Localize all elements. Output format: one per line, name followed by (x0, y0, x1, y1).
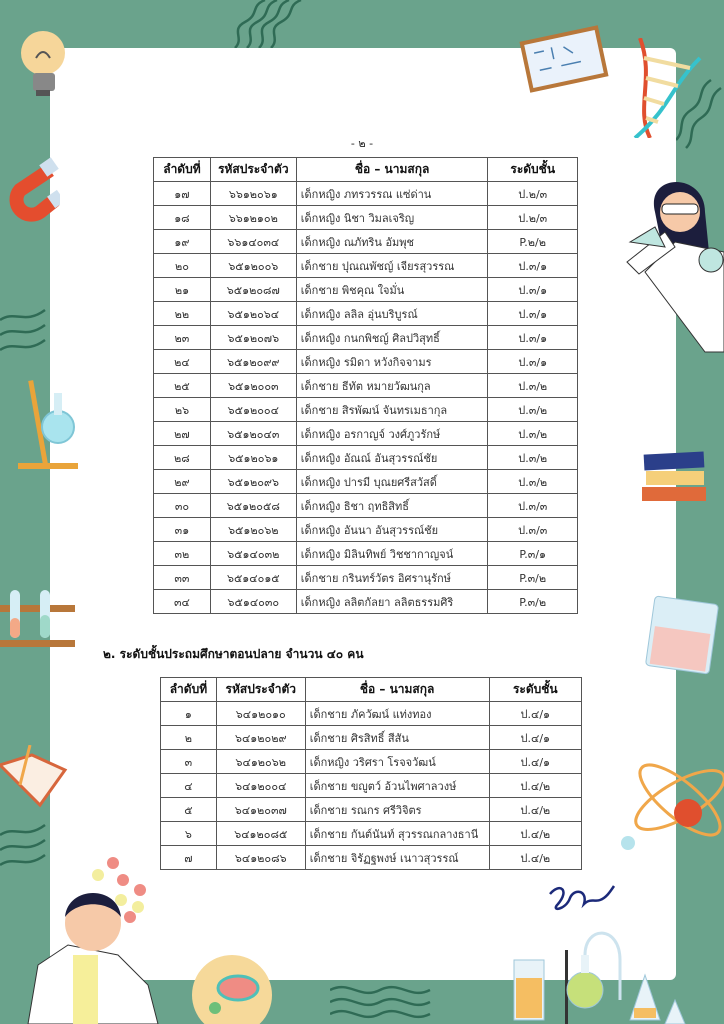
row-student-name: เด็กหญิง ลลิล อุ่นบริบูรณ์ (296, 302, 488, 326)
row-student-id: ๖๕๑๒๐๘๗ (210, 278, 296, 302)
row-student-id: ๖๕๑๒๐๐๓ (210, 374, 296, 398)
row-student-id: ๖๕๑๒๐๖๒ (210, 518, 296, 542)
row-student-id: ๖๕๑๒๐๐๔ (210, 398, 296, 422)
row-order: ๑๘ (154, 206, 211, 230)
row-student-name: เด็กหญิง ปารมี บุณยศรีสวัสดิ์ (296, 470, 488, 494)
row-order: ๒๒ (154, 302, 211, 326)
section-heading: ๒. ระดับชั้นประถมศึกษาตอนปลาย จำนวน ๔๐ คน (103, 647, 364, 661)
row-student-id: ๖๕๑๒๐๐๖ (210, 254, 296, 278)
row-student-name: เด็กชาย ศิรสิทธิ์ สีสัน (305, 726, 489, 750)
row-student-id: ๖๕๑๒๐๕๘ (210, 494, 296, 518)
row-student-name: เด็กชาย กรินทร์วัตร อิศรานุรักษ์ (296, 566, 488, 590)
row-class-level: ป.๓/๓ (488, 518, 578, 542)
row-student-id: ๖๕๑๒๐๖๑ (210, 446, 296, 470)
student-table-1 (153, 157, 578, 614)
test-tube-rack-icon (0, 580, 80, 655)
table-row (161, 798, 582, 822)
row-class-level: ป.๔/๑ (489, 750, 581, 774)
row-class-level: ป.๒/๓ (488, 182, 578, 206)
dna-icon (630, 38, 710, 138)
row-class-level: ป.๔/๒ (489, 798, 581, 822)
row-class-level: ป.๓/๒ (488, 446, 578, 470)
row-student-name: เด็กชาย ธีทัต หมายวัฒนกุล (296, 374, 488, 398)
table-row (161, 750, 582, 774)
row-student-id: ๖๔๑๒๐๑๐ (216, 702, 305, 726)
row-student-name: เด็กหญิง ธิชา ฤทธิสิทธิ์ (296, 494, 488, 518)
row-student-id: ๖๔๑๒๐๖๒ (216, 750, 305, 774)
row-student-id: ๖๕๑๒๐๙๙ (210, 350, 296, 374)
lab-equipment-illustration (510, 920, 690, 1024)
row-student-name: เด็กหญิง ภทรวรรณ แซ่ด่าน (296, 182, 488, 206)
row-class-level: ป.๔/๒ (489, 822, 581, 846)
table-header-row (161, 678, 582, 702)
table-row (154, 302, 578, 326)
header-order: ลำดับที่ (154, 158, 211, 182)
books-icon (638, 443, 710, 508)
table-row (154, 494, 578, 518)
row-student-id: ๖๔๑๒๐๘๖ (216, 846, 305, 870)
table-row (161, 702, 582, 726)
table-row (161, 726, 582, 750)
row-student-name: เด็กชาย ภัควัฒน์ แท่งทอง (305, 702, 489, 726)
row-order: ๓๔ (154, 590, 211, 614)
lightbulb-icon (18, 28, 68, 103)
row-student-id: ๖๕๑๒๐๙๖ (210, 470, 296, 494)
row-student-name: เด็กชาย รณกร ศรีวิจิตร (305, 798, 489, 822)
page-number: - ๒ - (350, 137, 374, 150)
open-book-icon (0, 745, 70, 815)
formula-board-icon (518, 25, 610, 93)
row-class-level: ป.๔/๑ (489, 702, 581, 726)
wave-decoration-bottom (330, 980, 440, 1024)
row-class-level: ป.๓/๓ (488, 494, 578, 518)
row-class-level: P.๓/๑ (488, 542, 578, 566)
table-row (154, 590, 578, 614)
row-student-id: ๖๖๑๔๐๓๔ (210, 230, 296, 254)
table-row (154, 230, 578, 254)
scientist-girl-illustration (625, 172, 724, 362)
row-student-name: เด็กชาย พิชคุณ ใจมั่น (296, 278, 488, 302)
table-row (154, 374, 578, 398)
row-student-name: เด็กหญิง อัณณ์ อันสุวรรณ์ชัย (296, 446, 488, 470)
table-row (161, 846, 582, 870)
row-order: ๒๖ (154, 398, 211, 422)
row-class-level: ป.๓/๑ (488, 302, 578, 326)
row-order: ๗ (161, 846, 217, 870)
row-student-id: ๖๖๑๒๐๖๑ (210, 182, 296, 206)
row-class-level: ป.๔/๑ (489, 726, 581, 750)
row-student-name: เด็กหญิง อรกาญจ์ วงศ์ภูวรักษ์ (296, 422, 488, 446)
row-student-id: ๖๔๑๒๐๘๕ (216, 822, 305, 846)
row-student-name: เด็กชาย กันต์นันท์ สุวรรณกลางธานี (305, 822, 489, 846)
row-student-name: เด็กหญิง รมิดา หวังกิจจามร (296, 350, 488, 374)
header-level: ระดับชั้น (489, 678, 581, 702)
header-student-id: รหัสประจำตัว (216, 678, 305, 702)
row-student-name: เด็กชาย ปุณณพัชญ์ เจียรสุวรรณ (296, 254, 488, 278)
row-class-level: ป.๓/๑ (488, 326, 578, 350)
row-class-level: ป.๓/๒ (488, 374, 578, 398)
row-order: ๒ (161, 726, 217, 750)
row-order: ๓๓ (154, 566, 211, 590)
row-order: ๒๔ (154, 350, 211, 374)
magnet-icon (0, 150, 60, 230)
row-class-level: P.๓/๒ (488, 590, 578, 614)
signature (540, 880, 620, 920)
table-row (154, 446, 578, 470)
table-row (154, 542, 578, 566)
row-student-id: ๖๕๑๒๐๗๖ (210, 326, 296, 350)
scientist-boy-illustration (18, 845, 168, 1024)
row-student-id: ๖๕๑๒๐๔๓ (210, 422, 296, 446)
table-row (154, 398, 578, 422)
table-row (154, 182, 578, 206)
row-order: ๓ (161, 750, 217, 774)
row-class-level: ป.๓/๑ (488, 278, 578, 302)
table-row (154, 326, 578, 350)
row-class-level: ป.๔/๒ (489, 774, 581, 798)
header-level: ระดับชั้น (488, 158, 578, 182)
row-class-level: ป.๓/๒ (488, 398, 578, 422)
row-order: ๕ (161, 798, 217, 822)
row-student-id: ๖๕๑๒๐๖๔ (210, 302, 296, 326)
header-name: ชื่อ – นามสกุล (296, 158, 488, 182)
row-order: ๒๕ (154, 374, 211, 398)
row-student-id: ๖๔๑๒๐๓๗ (216, 798, 305, 822)
row-student-id: ๖๔๑๒๐๒๙ (216, 726, 305, 750)
row-student-name: เด็กหญิง นิชา วิมลเจริญ (296, 206, 488, 230)
table-row (154, 566, 578, 590)
row-student-name: เด็กหญิง กนกพิชญ์ ศิลปวิสุทธิ์ (296, 326, 488, 350)
wave-decoration-top (225, 0, 315, 48)
flask-stand-icon (8, 375, 80, 475)
row-class-level: ป.๓/๑ (488, 350, 578, 374)
row-student-id: ๖๔๑๒๐๐๔ (216, 774, 305, 798)
row-student-id: ๖๖๑๒๑๐๒ (210, 206, 296, 230)
row-class-level: ป.๓/๒ (488, 470, 578, 494)
row-student-name: เด็กหญิง อันนา อันสุวรรณ์ชัย (296, 518, 488, 542)
row-class-level: P.๒/๒ (488, 230, 578, 254)
table-row (154, 350, 578, 374)
row-student-name: เด็กหญิง ณภัทริน อัมพุช (296, 230, 488, 254)
atom-icon (620, 745, 724, 855)
table-row (154, 254, 578, 278)
header-student-id: รหัสประจำตัว (210, 158, 296, 182)
row-order: ๒๙ (154, 470, 211, 494)
row-student-name: เด็กชาย ขญูตว์ อ้วนไพศาลวงษ์ (305, 774, 489, 798)
row-order: ๑ (161, 702, 217, 726)
table-row (154, 518, 578, 542)
beaker-icon (640, 590, 724, 675)
bacteria-bubble-icon (190, 953, 275, 1024)
row-order: ๑๙ (154, 230, 211, 254)
row-student-id: ๖๕๑๔๐๑๕ (210, 566, 296, 590)
table-row (154, 470, 578, 494)
row-order: ๖ (161, 822, 217, 846)
header-order: ลำดับที่ (161, 678, 217, 702)
row-student-name: เด็กหญิง มิลินทิพย์ วิชชากาญจน์ (296, 542, 488, 566)
table-row (161, 774, 582, 798)
row-class-level: ป.๔/๒ (489, 846, 581, 870)
row-order: ๔ (161, 774, 217, 798)
row-order: ๒๐ (154, 254, 211, 278)
row-student-id: ๖๕๑๔๐๓๐ (210, 590, 296, 614)
row-class-level: ป.๓/๑ (488, 254, 578, 278)
table-header-row (154, 158, 578, 182)
row-class-level: P.๓/๒ (488, 566, 578, 590)
row-order: ๒๘ (154, 446, 211, 470)
table-row (154, 422, 578, 446)
student-table-2 (160, 677, 582, 870)
row-order: ๒๗ (154, 422, 211, 446)
row-student-name: เด็กชาย จิรัฏฐพงษ์ เนาวสุวรรณ์ (305, 846, 489, 870)
row-student-name: เด็กชาย สิรพัฒน์ จันทรเมธากุล (296, 398, 488, 422)
row-order: ๒๑ (154, 278, 211, 302)
row-order: ๒๓ (154, 326, 211, 350)
row-student-id: ๖๕๑๔๐๓๒ (210, 542, 296, 566)
row-student-name: เด็กหญิง วริศรา โรจจวัฒน์ (305, 750, 489, 774)
row-order: ๓๐ (154, 494, 211, 518)
table-row (154, 206, 578, 230)
row-student-name: เด็กหญิง ลลิตกัลยา ลลิตธรรมศิริ (296, 590, 488, 614)
row-order: ๓๑ (154, 518, 211, 542)
row-class-level: ป.๒/๓ (488, 206, 578, 230)
table-row (154, 278, 578, 302)
table-row (161, 822, 582, 846)
row-order: ๑๗ (154, 182, 211, 206)
row-class-level: ป.๓/๒ (488, 422, 578, 446)
row-order: ๓๒ (154, 542, 211, 566)
wave-decoration-left (0, 300, 50, 370)
header-name: ชื่อ – นามสกุล (305, 678, 489, 702)
